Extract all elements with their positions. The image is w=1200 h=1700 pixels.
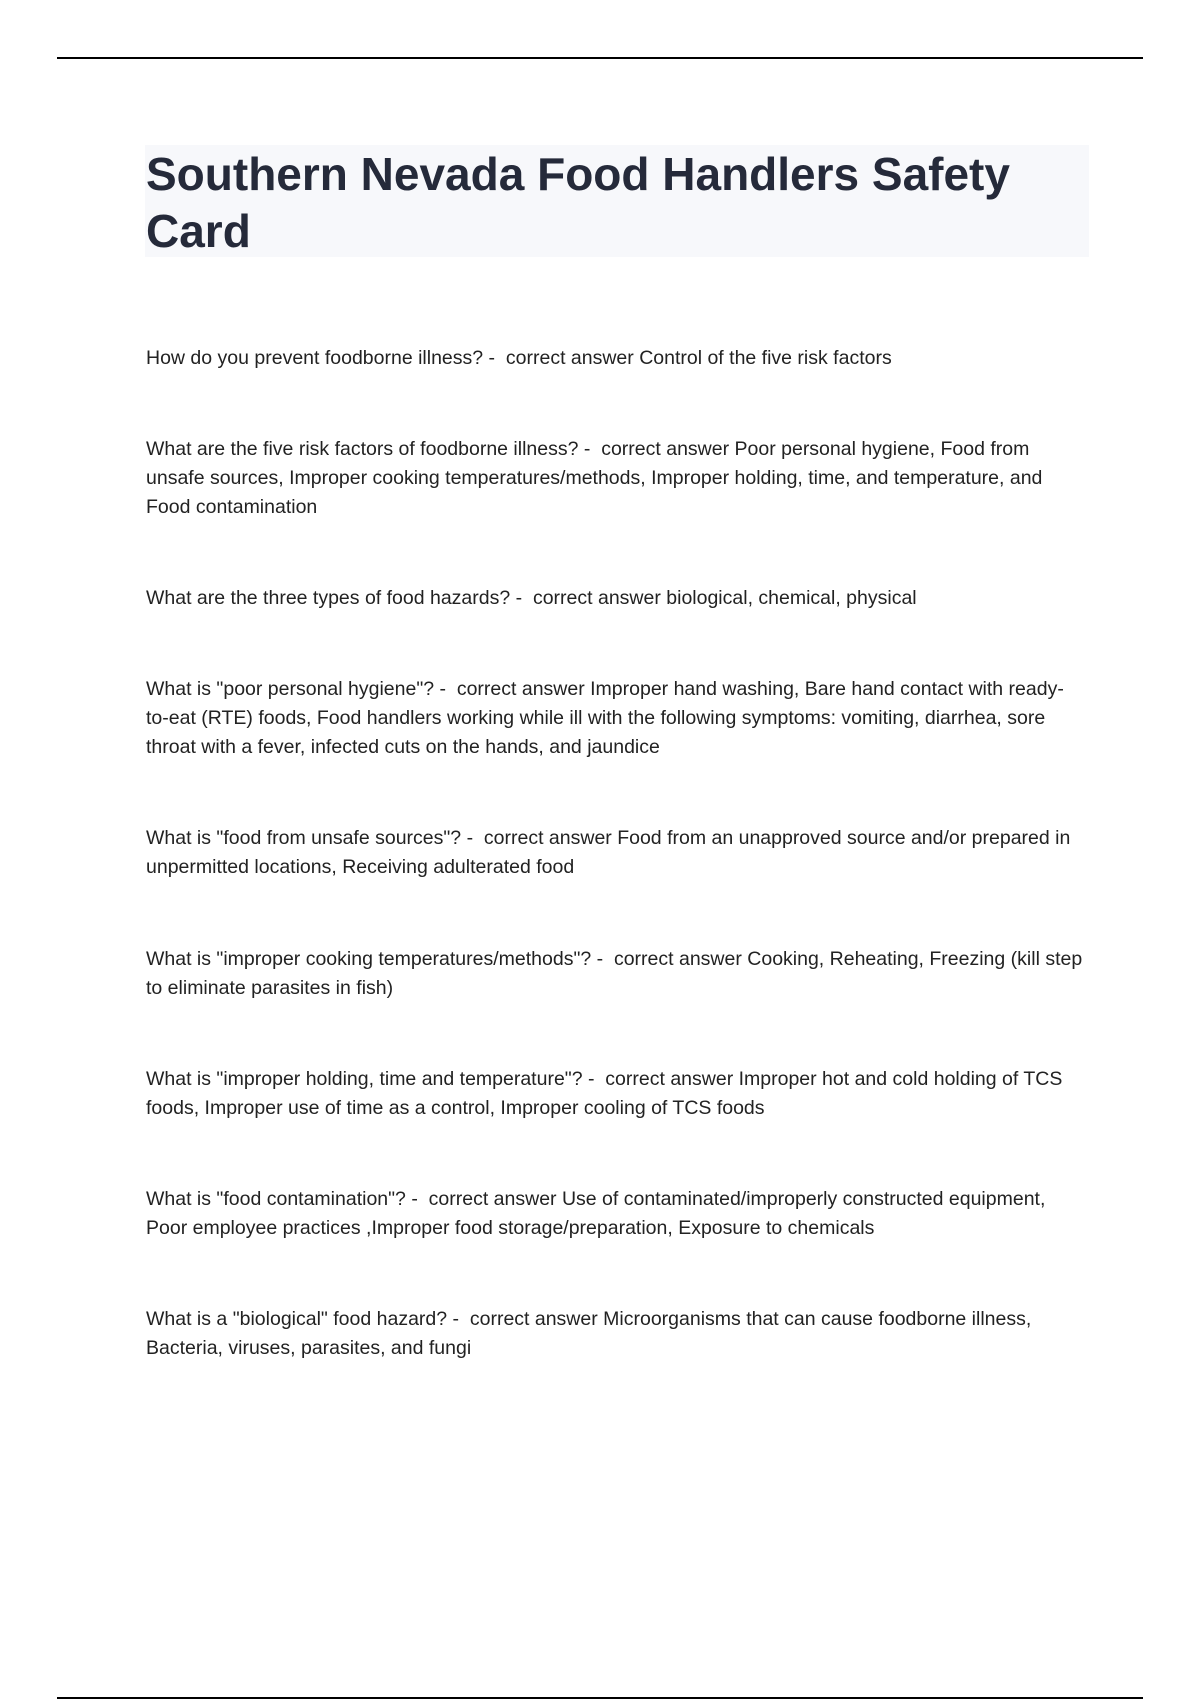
answer-text: Food from an unapproved source and/or prepared in unpermitted locations, Receiving adulterated food [146, 827, 1071, 878]
answer-separator: - correct answer [461, 827, 618, 849]
qa-item [146, 1065, 1086, 1123]
qa-item [146, 675, 1086, 762]
qa-item [146, 344, 1086, 373]
qa-item [146, 824, 1086, 882]
answer-text: Use of contaminated/improperly constructed equipment, Poor employee practices ,Improper food storage/preparation, Exposure to chemicals [146, 1188, 1046, 1239]
answer-text: Poor personal hygiene, Food from unsafe sources, Improper cooking temperatures/methods, Improper holding, time, and temperature, and Food contamination [146, 438, 1043, 518]
question-text: What is a "biological" food hazard? [146, 1308, 448, 1330]
question-text: What is "improper cooking temperatures/methods"? [146, 948, 592, 970]
qa-item [146, 435, 1086, 522]
answer-text: Improper hand washing, Bare hand contact with ready-to-eat (RTE) foods, Food handlers working while ill with the following symptoms: vomiting, diarrhea, sore throat with a fever, infected cuts on the hands, and jaundice [146, 678, 1064, 758]
qa-item [146, 584, 1086, 613]
qa-item [146, 1185, 1086, 1243]
answer-separator: - correct answer [483, 347, 640, 369]
question-text: What are the three types of food hazards? [146, 587, 511, 609]
question-text: What is "food contamination"? [146, 1188, 406, 1210]
answer-separator: - correct answer [405, 1188, 562, 1210]
answer-separator: - correct answer [591, 948, 748, 970]
qa-item [146, 945, 1086, 1003]
answer-text: Improper hot and cold holding of TCS foods, Improper use of time as a control, Improper cooling of TCS foods [146, 1068, 1063, 1119]
answer-text: Control of the five risk factors [639, 347, 892, 369]
qa-item [146, 1305, 1086, 1363]
answer-text: Microorganisms that can cause foodborne illness, Bacteria, viruses, parasites, and fungi [146, 1308, 1032, 1359]
page-title: Southern Nevada Food Handlers Safety Card [146, 148, 1010, 257]
answer-separator: - correct answer [434, 678, 591, 700]
answer-separator: - correct answer [578, 438, 735, 460]
answer-separator: - correct answer [510, 587, 667, 609]
answer-text: Cooking, Reheating, Freezing (kill step to eliminate parasites in fish) [146, 948, 1083, 999]
question-text: What is "improper holding, time and temperature"? [146, 1068, 583, 1090]
question-text: What is "food from unsafe sources"? [146, 827, 462, 849]
answer-separator: - correct answer [447, 1308, 604, 1330]
question-text: What are the five risk factors of foodborne illness? [146, 438, 579, 460]
top-rule [57, 57, 1143, 59]
question-text: How do you prevent foodborne illness? [146, 347, 484, 369]
question-text: What is "poor personal hygiene"? [146, 678, 435, 700]
answer-text: biological, chemical, physical [666, 587, 917, 609]
bottom-rule [57, 1697, 1143, 1699]
answer-separator: - correct answer [582, 1068, 739, 1090]
